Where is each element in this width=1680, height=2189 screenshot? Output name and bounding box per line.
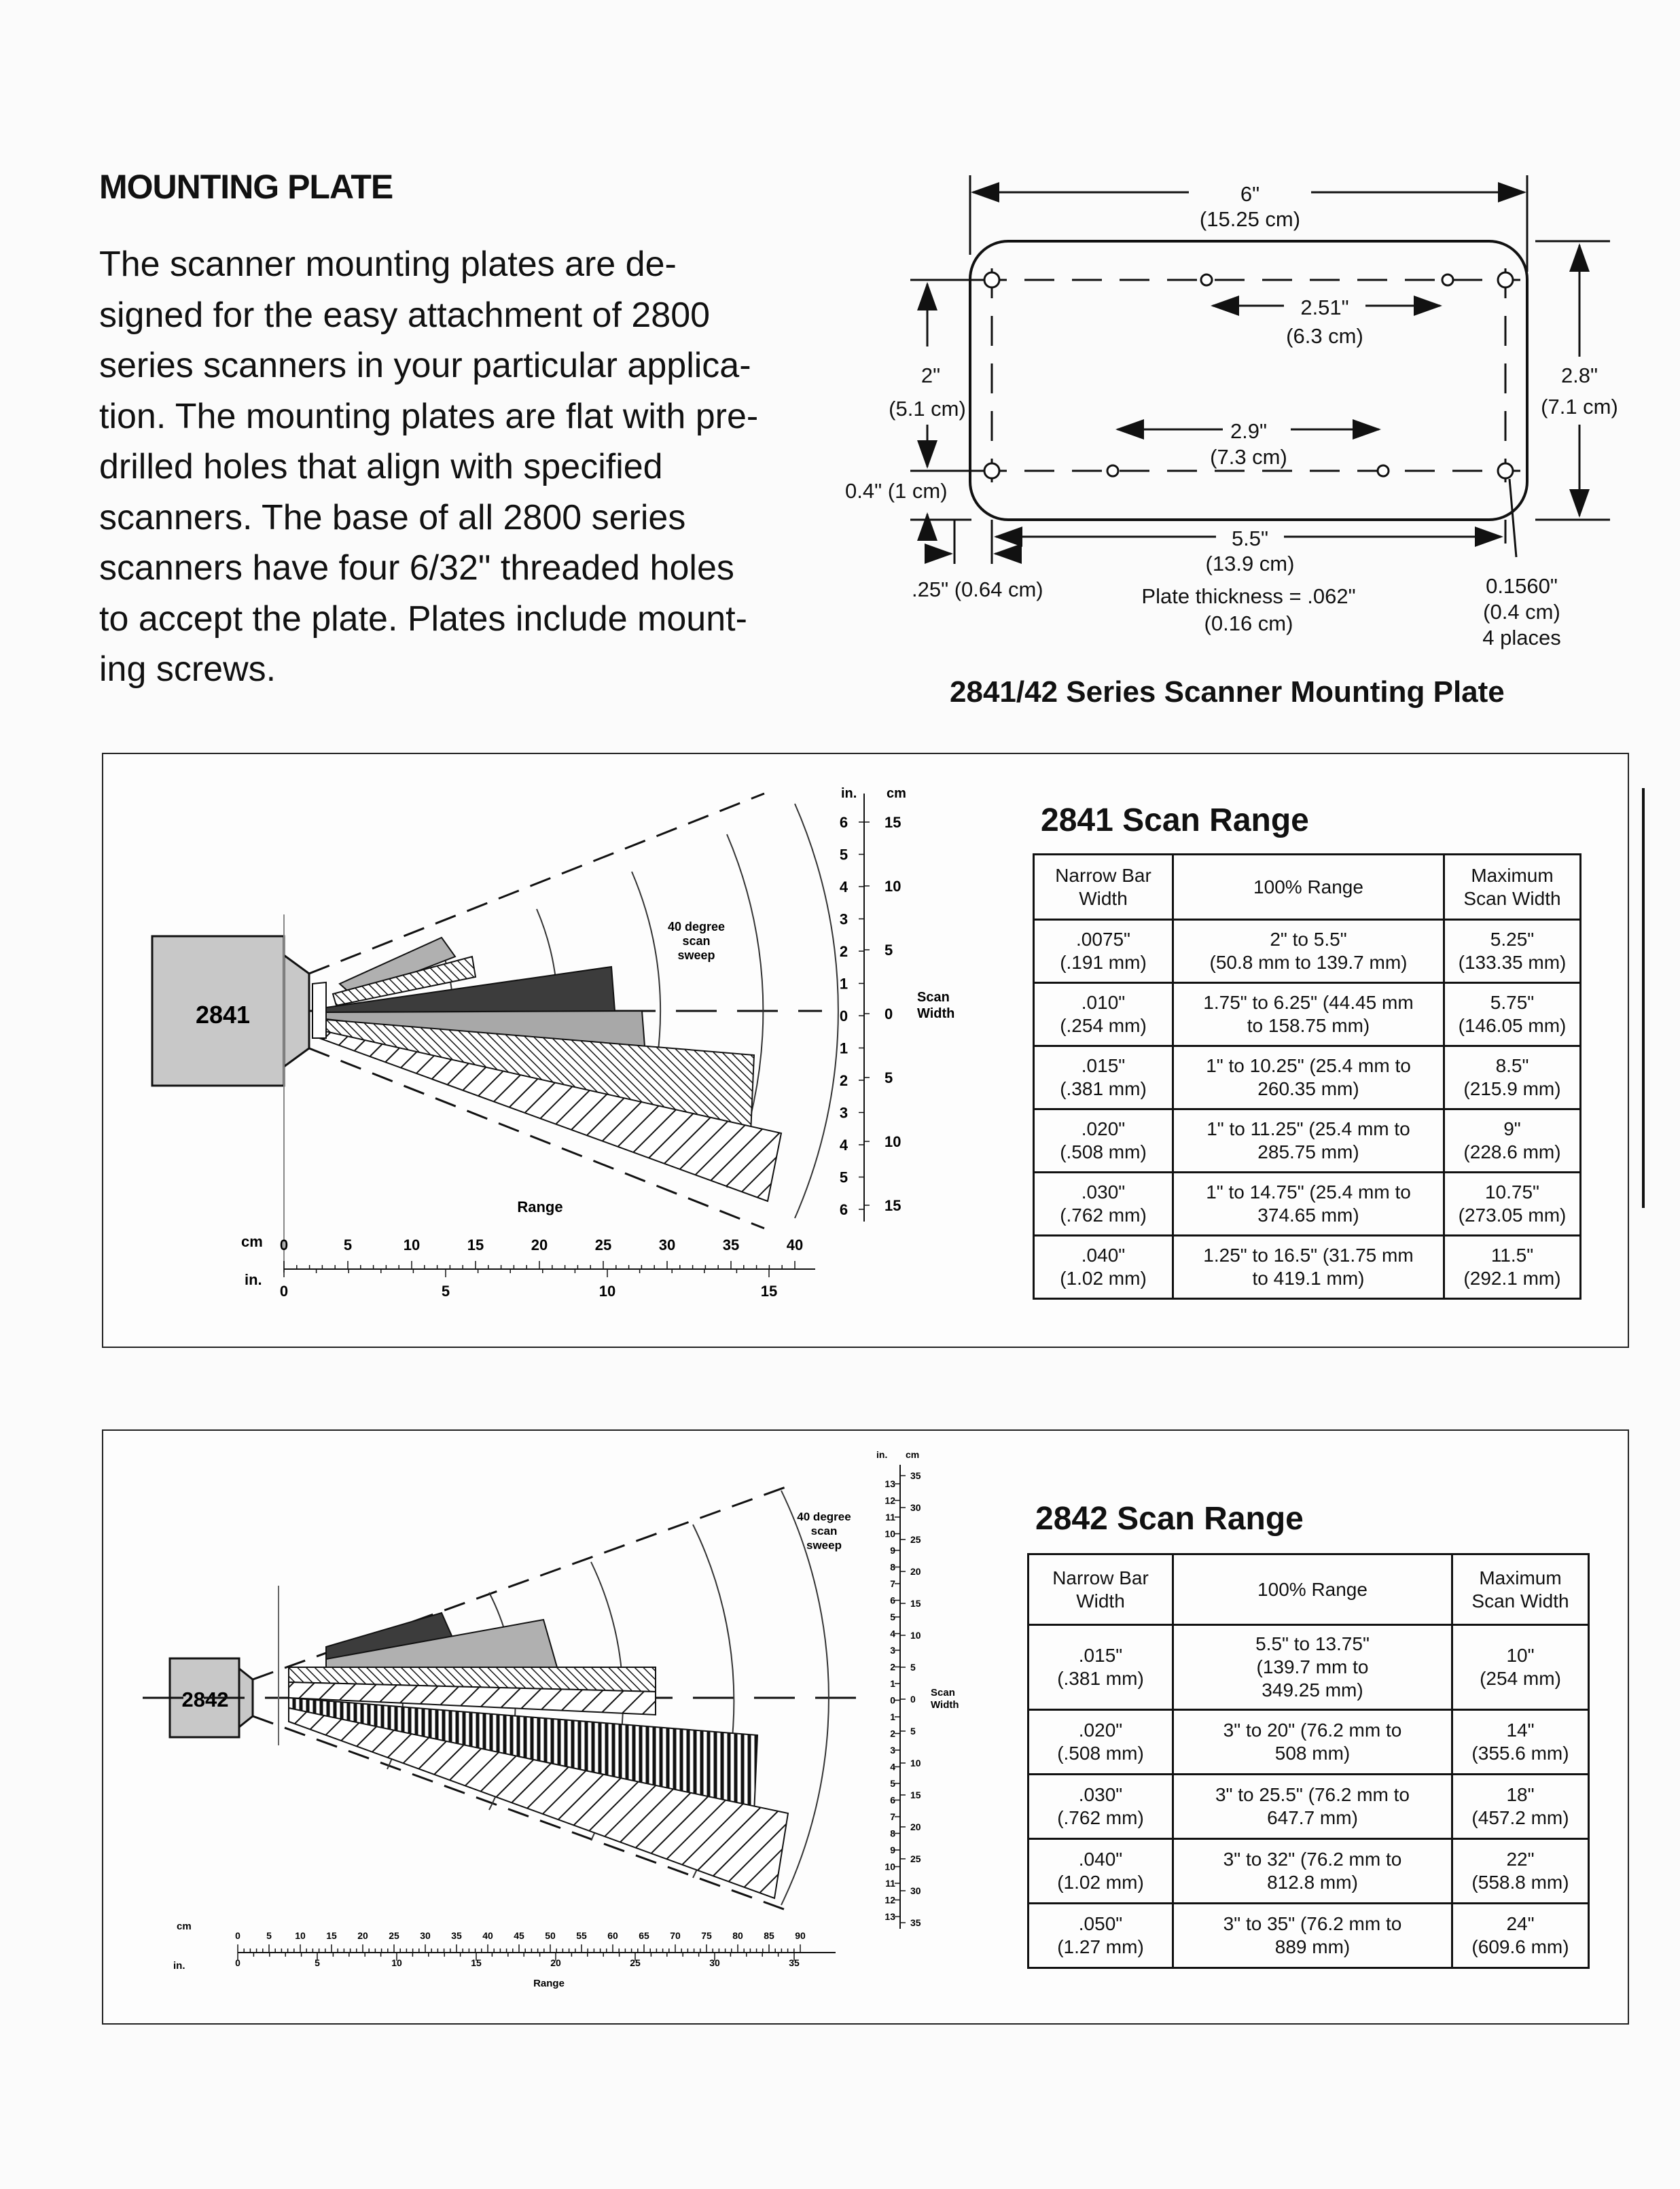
col-header-bar: Narrow Bar Width [1029, 1554, 1173, 1625]
y-tick-cm: 0 [910, 1694, 916, 1705]
table-row: .040" (1.02 mm) 3" to 32" (76.2 mm to 812.8 mm) 22" (558.8 mm) [1029, 1839, 1589, 1904]
x-tick-in: 25 [630, 1957, 641, 1968]
x-tick-in: 5 [441, 1283, 450, 1300]
y-tick-cm: 10 [884, 1133, 901, 1150]
x-tick-cm: 20 [357, 1930, 368, 1941]
x-tick-cm: 55 [576, 1930, 587, 1941]
x-tick-cm: 35 [451, 1930, 462, 1941]
table-row: .040" (1.02 mm) 1.25" to 16.5" (31.75 mm to 419.1 mm) 11.5" (292.1 mm) [1034, 1236, 1581, 1299]
y-tick-cm: 15 [884, 814, 901, 831]
x-tick-in: 30 [709, 1957, 720, 1968]
y-tick-in: 2 [839, 1072, 848, 1089]
x-tick-in: 35 [789, 1957, 800, 1968]
table-2841-title: 2841 Scan Range [1041, 802, 1309, 838]
table-row: .010" (.254 mm) 1.75" to 6.25" (44.45 mm to 158.75 mm) 5.75" (146.05 mm) [1034, 983, 1581, 1046]
x-tick-in: 10 [598, 1283, 616, 1300]
y-tick-in: 8 [890, 1828, 895, 1839]
x-tick-cm: 10 [295, 1930, 306, 1941]
x-tick-cm: 10 [403, 1236, 421, 1253]
mounting-hole [1498, 272, 1513, 287]
mounting-plate-heading: MOUNTING PLATE [99, 168, 393, 206]
hole-spacing-top-cm: (6.3 cm) [1286, 324, 1363, 348]
x-unit-cm: cm [177, 1921, 192, 1932]
y-tick-in: 7 [890, 1811, 895, 1822]
y-unit-cm: cm [887, 786, 906, 801]
table-row: .015" (.381 mm) 5.5" to 13.75" (139.7 mm to 349.25 mm) 10" (254 mm) [1029, 1625, 1589, 1710]
y-tick-in: 2 [890, 1728, 895, 1739]
sweep-label: scan [682, 934, 711, 948]
y-tick-in: 10 [884, 1861, 895, 1872]
y-tick-cm: 30 [910, 1502, 921, 1513]
y-tick-in: 3 [890, 1745, 895, 1756]
y-tick-cm: 15 [910, 1598, 921, 1609]
y-tick-in: 0 [839, 1008, 848, 1025]
y-tick-in: 9 [890, 1545, 895, 1556]
x-tick-cm: 30 [658, 1236, 676, 1253]
y-tick-cm: 10 [910, 1758, 921, 1768]
table-row: .020" (.508 mm) 1" to 11.25" (25.4 mm to 285.75 mm) 9" (228.6 mm) [1034, 1109, 1581, 1173]
y-tick-cm: 30 [910, 1885, 921, 1896]
x-tick-cm: 75 [701, 1930, 712, 1941]
y-tick-in: 4 [839, 878, 848, 895]
scan-width-label: Scan [931, 1687, 955, 1698]
mounting-hole [984, 463, 999, 478]
x-tick-in: 0 [279, 1283, 289, 1300]
scan-width-label: Scan [917, 990, 950, 1005]
mounting-hole [984, 272, 999, 287]
edge-offset: 0.4" (1 cm) [845, 479, 948, 503]
y-tick-in: 12 [884, 1894, 895, 1906]
mounting-plate-diagram [0, 0, 1680, 720]
y-tick-cm: 0 [884, 1005, 893, 1022]
hole-size-cm: (0.4 cm) [1483, 600, 1560, 624]
x-tick-in: 5 [315, 1957, 320, 1968]
col-header-range: 100% Range [1173, 855, 1444, 920]
y-tick-in: 1 [839, 975, 848, 993]
x-tick-cm: 40 [786, 1236, 804, 1253]
y-tick-cm: 10 [910, 1630, 921, 1641]
plate-width-in: 6" [1240, 182, 1260, 206]
y-tick-in: 6 [839, 814, 848, 831]
y-tick-cm: 5 [910, 1726, 916, 1737]
x-unit-cm: cm [241, 1233, 263, 1250]
y-unit-in: in. [876, 1449, 888, 1460]
x-tick-cm: 60 [607, 1930, 618, 1941]
scanner-2842-label: 2842 [181, 1688, 229, 1711]
col-header-range: 100% Range [1173, 1554, 1452, 1625]
hole-spacing-mid-in: 2.9" [1230, 419, 1268, 443]
table-2841 [1033, 853, 1581, 1300]
y-tick-in: 3 [839, 1104, 848, 1122]
y-tick-cm: 5 [884, 942, 893, 959]
scan-diagram-2842 [102, 1429, 999, 2022]
y-tick-in: 5 [890, 1612, 895, 1622]
description-line: series scanners in your particular applica- [99, 346, 751, 385]
y-tick-in: 1 [890, 1711, 895, 1722]
y-tick-in: 5 [839, 846, 848, 864]
y-tick-in: 4 [839, 1137, 848, 1154]
y-tick-in: 13 [884, 1478, 895, 1489]
corner-offset: .25" (0.64 cm) [912, 577, 1043, 601]
x-tick-cm: 50 [545, 1930, 556, 1941]
y-tick-cm: 5 [910, 1662, 916, 1673]
y-tick-cm: 15 [910, 1790, 921, 1800]
x-tick-in: 15 [471, 1957, 482, 1968]
y-tick-cm: 20 [910, 1566, 921, 1577]
y-tick-in: 1 [839, 1039, 848, 1057]
table-2842-title: 2842 Scan Range [1035, 1501, 1304, 1537]
x-tick-cm: 20 [531, 1236, 548, 1253]
description-line: scanners. The base of all 2800 series [99, 497, 686, 537]
y-tick-cm: 15 [884, 1197, 901, 1214]
table-2842 [1027, 1553, 1590, 1969]
y-tick-cm: 20 [910, 1821, 921, 1832]
x-tick-cm: 5 [266, 1930, 272, 1941]
y-tick-in: 11 [885, 1512, 895, 1523]
x-tick-cm: 70 [670, 1930, 681, 1941]
y-tick-in: 7 [890, 1578, 895, 1589]
hole-spacing-left-in: 2" [921, 363, 941, 387]
sweep-label: sweep [806, 1539, 842, 1552]
y-unit-in: in. [841, 786, 857, 801]
plate-width-cm: (15.25 cm) [1199, 207, 1301, 231]
y-tick-cm: 35 [910, 1470, 921, 1481]
table-row: .050" (1.27 mm) 3" to 35" (76.2 mm to 889 mm) 24" (609.6 mm) [1029, 1904, 1589, 1968]
y-tick-in: 1 [890, 1678, 895, 1689]
x-tick-in: 15 [760, 1283, 778, 1300]
x-unit-in: in. [245, 1271, 262, 1288]
table-row: .0075" (.191 mm) 2" to 5.5" (50.8 mm to 139.7 mm) 5.25" (133.35 mm) [1034, 920, 1581, 983]
hole-spacing-bottom-cm: (13.9 cm) [1205, 552, 1295, 575]
y-tick-in: 6 [839, 1201, 848, 1218]
y-tick-cm: 35 [910, 1917, 921, 1928]
col-header-max: Maximum Scan Width [1452, 1554, 1589, 1625]
description-line: drilled holes that align with specified [99, 447, 663, 486]
hole-spacing-left-cm: (5.1 cm) [889, 397, 966, 421]
y-tick-in: 12 [884, 1495, 895, 1506]
y-tick-in: 6 [890, 1794, 895, 1806]
hole-spacing-mid-cm: (7.3 cm) [1210, 445, 1287, 469]
x-tick-cm: 15 [326, 1930, 337, 1941]
description-line: scanners have four 6/32" threaded holes [99, 548, 734, 588]
plate-height-in: 2.8" [1560, 363, 1598, 387]
y-tick-in: 4 [890, 1761, 895, 1773]
x-tick-cm: 65 [639, 1930, 649, 1941]
y-tick-in: 10 [884, 1528, 895, 1540]
y-tick-in: 3 [839, 910, 848, 928]
x-tick-cm: 40 [482, 1930, 493, 1941]
description-line: tion. The mounting plates are flat with pre- [99, 396, 759, 436]
margin-bar [1642, 788, 1645, 1208]
y-tick-in: 4 [890, 1628, 895, 1639]
table-row: .030" (.762 mm) 1" to 14.75" (25.4 mm to 374.65 mm) 10.75" (273.05 mm) [1034, 1173, 1581, 1236]
y-tick-in: 6 [890, 1595, 895, 1606]
x-tick-cm: 30 [420, 1930, 431, 1941]
plate-thickness: Plate thickness = .062" [1141, 584, 1356, 608]
col-header-max: Maximum Scan Width [1444, 855, 1581, 920]
y-tick-in: 3 [890, 1645, 895, 1656]
table-row: .015" (.381 mm) 1" to 10.25" (25.4 mm to 260.35 mm) 8.5" (215.9 mm) [1034, 1046, 1581, 1109]
plate-caption: 2841/42 Series Scanner Mounting Plate [950, 675, 1505, 709]
y-tick-in: 13 [884, 1911, 895, 1922]
y-tick-in: 0 [890, 1694, 895, 1706]
hole-count: 4 places [1482, 626, 1561, 649]
sweep-label: 40 degree [667, 920, 726, 933]
y-tick-cm: 25 [910, 1534, 921, 1545]
x-tick-cm: 0 [279, 1236, 289, 1253]
description-line: signed for the easy attachment of 2800 [99, 295, 711, 335]
scanner-2841-label: 2841 [195, 1001, 251, 1029]
hole-size-in: 0.1560" [1486, 574, 1558, 598]
x-tick-cm: 25 [594, 1236, 612, 1253]
table-row: .020" (.508 mm) 3" to 20" (76.2 mm to 508 mm) 14" (355.6 mm) [1029, 1710, 1589, 1775]
scan-width-label: Width [931, 1699, 959, 1711]
y-tick-cm: 5 [884, 1069, 893, 1086]
sweep-label: 40 degree [797, 1510, 851, 1523]
description-line: The scanner mounting plates are de- [99, 245, 677, 284]
plate-thickness-cm: (0.16 cm) [1204, 611, 1293, 635]
y-tick-in: 11 [885, 1878, 895, 1889]
x-tick-cm: 35 [722, 1236, 740, 1253]
scan-width-label: Width [917, 1006, 955, 1021]
y-tick-in: 5 [890, 1778, 895, 1789]
hole-spacing-top-in: 2.51" [1300, 296, 1349, 319]
x-tick-in: 0 [235, 1957, 240, 1968]
y-tick-in: 2 [839, 943, 848, 960]
x-tick-cm: 15 [467, 1236, 484, 1253]
y-unit-cm: cm [906, 1449, 920, 1460]
x-tick-cm: 85 [764, 1930, 774, 1941]
y-tick-cm: 25 [910, 1853, 921, 1864]
mounting-hole [1498, 463, 1513, 478]
range-label: Range [533, 1978, 565, 1989]
y-tick-cm: 10 [884, 878, 901, 895]
x-tick-in: 10 [391, 1957, 402, 1968]
x-tick-cm: 0 [235, 1930, 240, 1941]
plate-height-cm: (7.1 cm) [1541, 395, 1618, 419]
y-tick-in: 8 [890, 1561, 895, 1573]
scan-diagram-2841 [102, 753, 999, 1345]
description-line: to accept the plate. Plates include mount- [99, 599, 747, 639]
range-label: Range [517, 1198, 563, 1215]
x-tick-cm: 90 [795, 1930, 806, 1941]
x-unit-in: in. [173, 1960, 185, 1972]
y-tick-in: 5 [839, 1169, 848, 1186]
x-tick-cm: 25 [389, 1930, 399, 1941]
sweep-label: scan [810, 1525, 838, 1537]
x-tick-in: 20 [550, 1957, 561, 1968]
x-tick-cm: 80 [732, 1930, 743, 1941]
sweep-label: sweep [677, 948, 715, 962]
x-tick-cm: 45 [514, 1930, 524, 1941]
hole-spacing-bottom-in: 5.5" [1231, 527, 1269, 550]
x-tick-cm: 5 [343, 1236, 353, 1253]
col-header-bar: Narrow Bar Width [1034, 855, 1173, 920]
description-line: ing screws. [99, 649, 276, 689]
y-tick-in: 9 [890, 1845, 895, 1855]
table-row: .030" (.762 mm) 3" to 25.5" (76.2 mm to 647.7 mm) 18" (457.2 mm) [1029, 1775, 1589, 1839]
y-tick-in: 2 [890, 1661, 895, 1673]
